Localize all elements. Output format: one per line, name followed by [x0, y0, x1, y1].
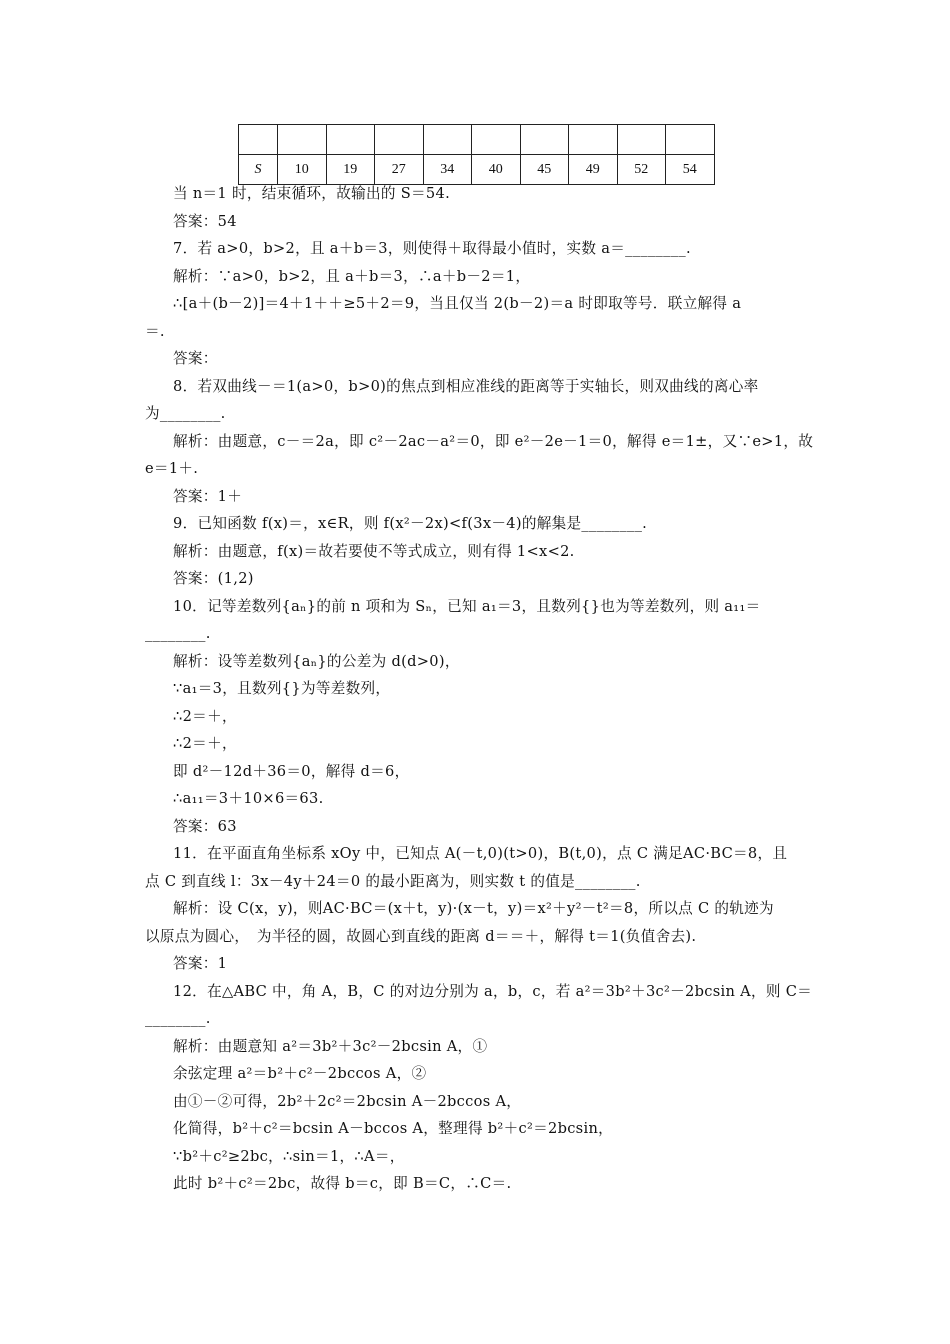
text-line: 点 C 到直线 l：3x－4y＋24＝0 的最小距离为，则实数 t 的值是________. — [145, 872, 641, 890]
text-line: 答案：1＋ — [173, 487, 243, 505]
text-line: 为________. — [145, 405, 226, 422]
text-line: ________. — [145, 625, 211, 642]
text-line: ∵a₁＝3，且数列{}为等差数列， — [173, 680, 391, 697]
table-cell: 45 — [520, 155, 569, 185]
text-line: ________. — [145, 1010, 211, 1027]
table-cell-label: S — [239, 155, 278, 185]
table-row — [239, 125, 715, 155]
table-cell — [239, 125, 278, 155]
table-cell — [666, 125, 715, 155]
table-cell — [617, 125, 666, 155]
table-cell — [326, 125, 375, 155]
text-line: ∵b²＋c²≥2bc，∴sin＝1，∴A＝， — [173, 1147, 405, 1165]
text-line: 由①－②可得，2b²＋2c²＝2bcsin A－2bccos A， — [173, 1092, 522, 1110]
text-line: ∴2＝＋， — [173, 707, 237, 725]
table-cell: 34 — [423, 155, 472, 185]
text-line: 答案：1 — [173, 955, 228, 972]
text-line: 8．若双曲线－＝1(a>0，b>0)的焦点到相应准线的距离等于实轴长，则双曲线的离心率 — [173, 377, 759, 395]
table-cell — [423, 125, 472, 155]
text-line: 答案：(1,2) — [173, 570, 254, 587]
text-line: ∴2＝＋， — [173, 735, 237, 752]
table-cell: 19 — [326, 155, 375, 185]
table-cell: 10 — [278, 155, 327, 185]
table-cell: 40 — [472, 155, 521, 185]
table-cell: 49 — [569, 155, 618, 185]
text-line: 答案：54 — [173, 212, 237, 230]
text-line: 解析：由题意知 a²＝3b²＋3c²－2bcsin A，① — [173, 1037, 488, 1055]
text-line: ∴a₁₁＝3＋10×6＝63. — [173, 790, 324, 807]
table-cell: 52 — [617, 155, 666, 185]
text-line: ∴[a＋(b－2)]＝4＋1＋＋≥5＋2＝9，当且仅当 2(b－2)＝a 时即取等号．联立解得 a — [173, 295, 742, 312]
table-row — [239, 155, 715, 185]
text-line: 11．在平面直角坐标系 xOy 中，已知点 A(－t,0)(t>0)，B(t,0)，点 C 满足AC·BC＝8，且 — [173, 845, 788, 862]
text-line: 答案：63 — [173, 817, 237, 835]
text-line: 当 n＝1 时，结束循环，故输出的 S＝54. — [173, 185, 451, 202]
table-cell — [472, 125, 521, 155]
text-line: 解析：由题意，c－＝2a，即 c²－2ac－a²＝0，即 e²－2e－1＝0，解得 e＝1±，又∵e>1，故 — [173, 432, 814, 450]
text-line: 余弦定理 a²＝b²＋c²－2bccos A，② — [173, 1065, 427, 1082]
text-line: 解析：∵a>0，b>2，且 a＋b＝3，∴a＋b－2＝1， — [173, 267, 531, 285]
text-line: 解析：由题意，f(x)＝故若要使不等式成立，则有得 1<x<2. — [173, 542, 575, 560]
text-line: e＝1＋. — [145, 460, 199, 477]
text-line: 10．记等差数列{aₙ}的前 n 项和为 Sₙ，已知 a₁＝3，且数列{}也为等差数列，则 a₁₁＝ — [173, 597, 761, 615]
text-line: 解析：设 C(x，y)，则AC·BC＝(x＋t，y)·(x－t，y)＝x²＋y²－t²＝8，所以点 C 的轨迹为 — [173, 900, 774, 917]
table-cell: 54 — [666, 155, 715, 185]
table-cell — [520, 125, 569, 155]
table-cell — [375, 125, 424, 155]
text-line: 此时 b²＋c²＝2bc，故得 b＝c，即 B＝C，∴C＝. — [173, 1175, 512, 1192]
text-line: 7．若 a>0，b>2，且 a＋b＝3，则使得＋取得最小值时，实数 a＝________. — [173, 240, 691, 257]
table-cell: 27 — [375, 155, 424, 185]
text-line: 化简得，b²＋c²＝bcsin A－bccos A，整理得 b²＋c²＝2bcsin， — [173, 1120, 614, 1137]
text-line: 即 d²－12d＋36＝0，解得 d＝6， — [173, 762, 410, 780]
text-line: ＝. — [145, 322, 165, 340]
table-cell — [569, 125, 618, 155]
text-line: 解析：设等差数列{aₙ}的公差为 d(d>0)， — [173, 652, 460, 670]
text-line: 9．已知函数 f(x)＝，x∈R，则 f(x²－2x)<f(3x－4)的解集是________. — [173, 515, 648, 532]
table-cell — [278, 125, 327, 155]
text-line: 答案： — [173, 350, 218, 367]
loop-table — [238, 124, 715, 185]
text-line: 12．在△ABC 中，角 A，B，C 的对边分别为 a，b，c，若 a²＝3b²＋3c²－2bcsin A，则 C＝ — [173, 982, 813, 1000]
text-line: 以原点为圆心， 为半径的圆，故圆心到直线的距离 d＝＝＋，解得 t＝1(负值舍去). — [145, 927, 697, 945]
